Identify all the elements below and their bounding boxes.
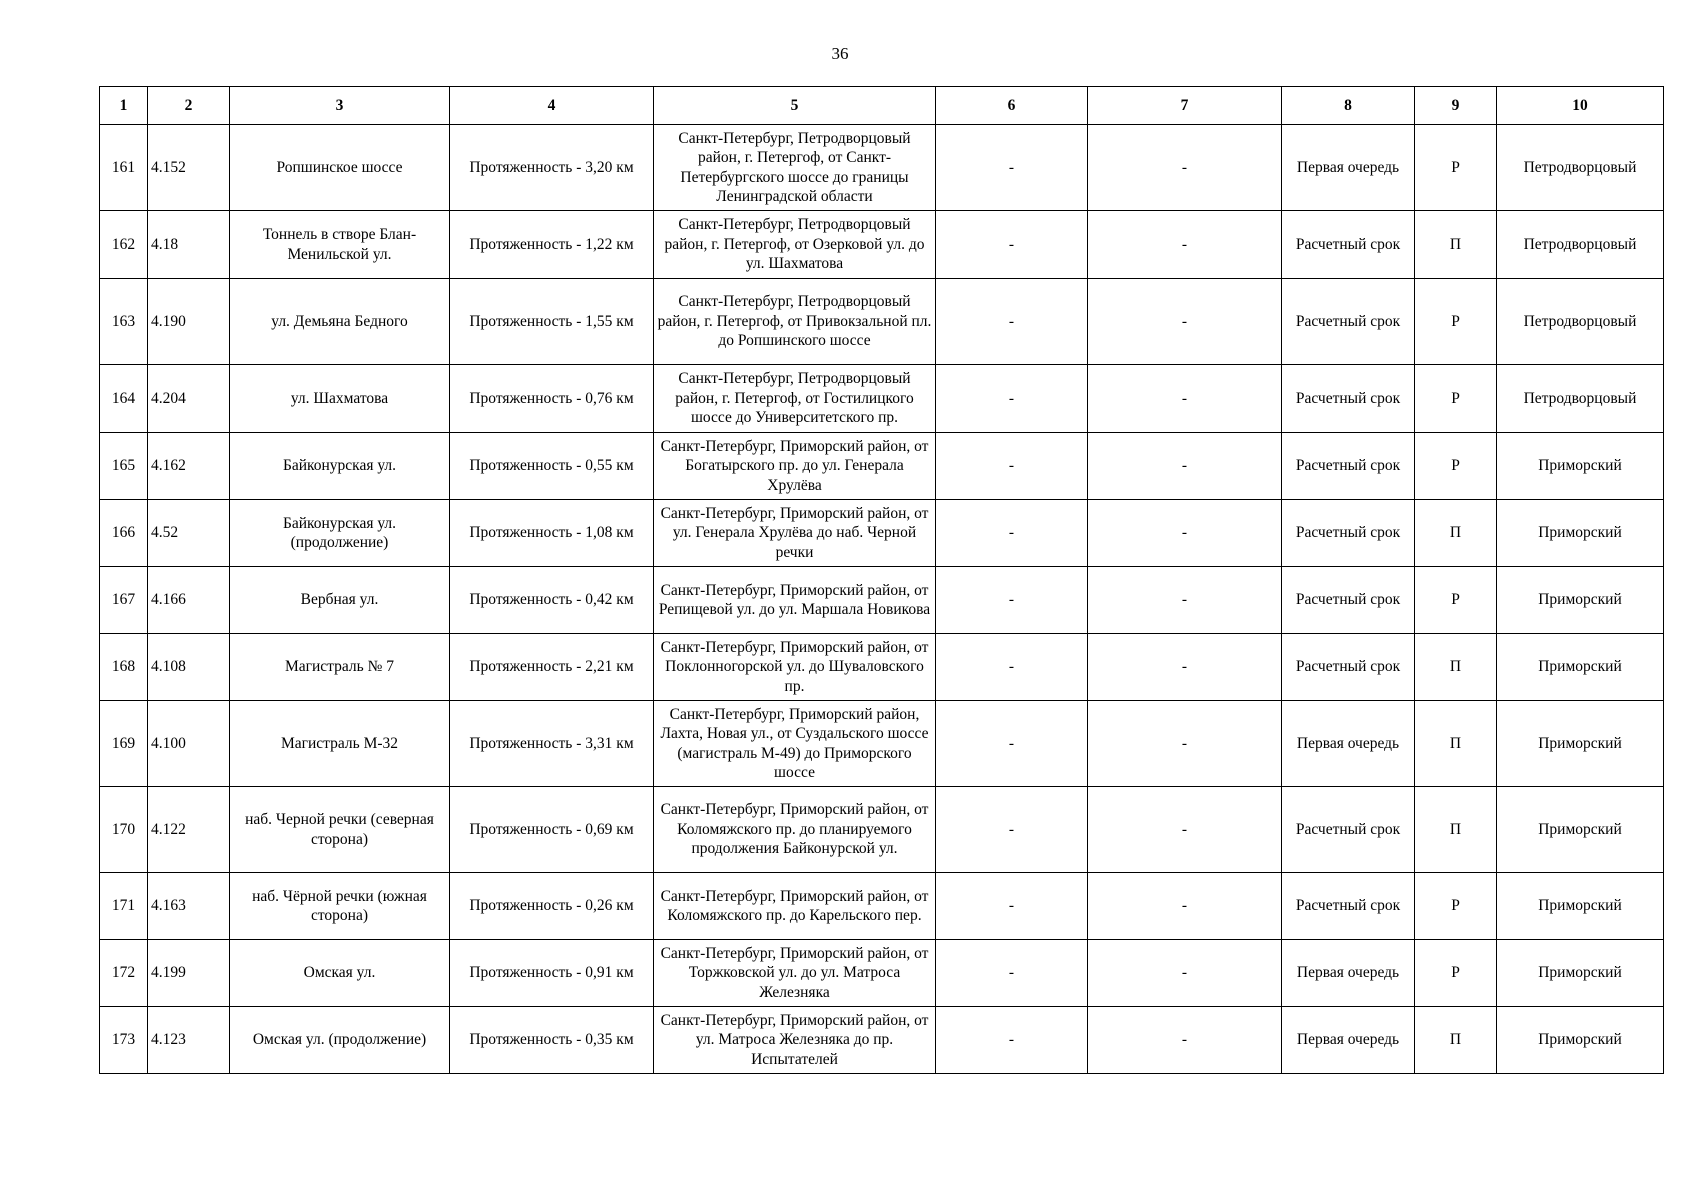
road-location-cell: Санкт-Петербург, Приморский район, от ул. Генерала Хрулёва до наб. Черной речки [654, 500, 936, 567]
row-number-cell: 167 [100, 567, 148, 634]
column-6-cell: - [936, 567, 1088, 634]
road-location-cell: Санкт-Петербург, Приморский район, от Коломяжского пр. до планируемого продолжения Байконурской ул. [654, 787, 936, 873]
type-cell: П [1415, 1007, 1497, 1074]
type-cell: Р [1415, 940, 1497, 1007]
column-6-cell: - [936, 634, 1088, 701]
table-row [100, 279, 1664, 365]
header-cell: 4 [450, 87, 654, 125]
header-cell: 2 [148, 87, 230, 125]
row-number-cell: 166 [100, 500, 148, 567]
table-row [100, 433, 1664, 500]
district-cell: Петродворцовый [1497, 365, 1664, 433]
column-7-cell: - [1088, 873, 1282, 940]
page-number: 36 [831, 44, 849, 63]
road-name-cell: Байконурская ул. [230, 433, 450, 500]
road-location-cell: Санкт-Петербург, Приморский район, от Поклонногорской ул. до Шуваловского пр. [654, 634, 936, 701]
district-cell: Приморский [1497, 433, 1664, 500]
type-cell: П [1415, 211, 1497, 279]
district-cell: Приморский [1497, 787, 1664, 873]
road-code-cell: 4.199 [148, 940, 230, 1007]
row-number-cell: 173 [100, 1007, 148, 1074]
road-name-cell: Магистраль № 7 [230, 634, 450, 701]
stage-cell: Расчетный срок [1282, 787, 1415, 873]
road-location-cell: Санкт-Петербург, Петродворцовый район, г. Петергоф, от Гостилицкого шоссе до Университетского пр. [654, 365, 936, 433]
road-length-cell: Протяженность - 1,22 км [450, 211, 654, 279]
type-cell: Р [1415, 873, 1497, 940]
road-name-cell: Байконурская ул. (продолжение) [230, 500, 450, 567]
table-row [100, 1007, 1664, 1074]
road-name-cell: наб. Черной речки (северная сторона) [230, 787, 450, 873]
road-length-cell: Протяженность - 0,42 км [450, 567, 654, 634]
road-name-cell: Магистраль М-32 [230, 701, 450, 787]
column-7-cell: - [1088, 567, 1282, 634]
header-cell: 10 [1497, 87, 1664, 125]
district-cell: Приморский [1497, 500, 1664, 567]
road-length-cell: Протяженность - 0,76 км [450, 365, 654, 433]
column-7-cell: - [1088, 787, 1282, 873]
header-cell: 9 [1415, 87, 1497, 125]
type-cell: П [1415, 701, 1497, 787]
header-cell: 8 [1282, 87, 1415, 125]
column-7-cell: - [1088, 634, 1282, 701]
table-row [100, 787, 1664, 873]
column-7-cell: - [1088, 211, 1282, 279]
stage-cell: Расчетный срок [1282, 634, 1415, 701]
column-7-cell: - [1088, 433, 1282, 500]
road-location-cell: Санкт-Петербург, Приморский район, от ул. Матроса Железняка до пр. Испытателей [654, 1007, 936, 1074]
road-length-cell: Протяженность - 1,55 км [450, 279, 654, 365]
road-name-cell: Ропшинское шоссе [230, 125, 450, 211]
stage-cell: Расчетный срок [1282, 567, 1415, 634]
column-7-cell: - [1088, 1007, 1282, 1074]
column-7-cell: - [1088, 365, 1282, 433]
stage-cell: Первая очередь [1282, 940, 1415, 1007]
road-code-cell: 4.190 [148, 279, 230, 365]
type-cell: П [1415, 500, 1497, 567]
column-7-cell: - [1088, 125, 1282, 211]
header-cell: 7 [1088, 87, 1282, 125]
road-code-cell: 4.163 [148, 873, 230, 940]
stage-cell: Первая очередь [1282, 125, 1415, 211]
road-code-cell: 4.166 [148, 567, 230, 634]
column-6-cell: - [936, 787, 1088, 873]
row-number-cell: 169 [100, 701, 148, 787]
row-number-cell: 172 [100, 940, 148, 1007]
district-cell: Приморский [1497, 873, 1664, 940]
type-cell: П [1415, 787, 1497, 873]
stage-cell: Первая очередь [1282, 1007, 1415, 1074]
road-code-cell: 4.123 [148, 1007, 230, 1074]
road-length-cell: Протяженность - 2,21 км [450, 634, 654, 701]
column-6-cell: - [936, 279, 1088, 365]
table-row [100, 365, 1664, 433]
table-row [100, 211, 1664, 279]
road-name-cell: Омская ул. [230, 940, 450, 1007]
road-code-cell: 4.204 [148, 365, 230, 433]
data-table [99, 86, 1664, 1074]
column-6-cell: - [936, 701, 1088, 787]
column-6-cell: - [936, 365, 1088, 433]
row-number-cell: 163 [100, 279, 148, 365]
road-length-cell: Протяженность - 0,69 км [450, 787, 654, 873]
column-6-cell: - [936, 125, 1088, 211]
road-length-cell: Протяженность - 3,31 км [450, 701, 654, 787]
column-6-cell: - [936, 500, 1088, 567]
district-cell: Приморский [1497, 567, 1664, 634]
type-cell: Р [1415, 279, 1497, 365]
row-number-cell: 171 [100, 873, 148, 940]
road-code-cell: 4.100 [148, 701, 230, 787]
table-row [100, 873, 1664, 940]
road-location-cell: Санкт-Петербург, Приморский район, от Богатырского пр. до ул. Генерала Хрулёва [654, 433, 936, 500]
column-6-cell: - [936, 873, 1088, 940]
type-cell: П [1415, 634, 1497, 701]
header-cell: 3 [230, 87, 450, 125]
column-7-cell: - [1088, 701, 1282, 787]
road-name-cell: Тоннель в створе Блан-Менильской ул. [230, 211, 450, 279]
column-6-cell: - [936, 940, 1088, 1007]
stage-cell: Расчетный срок [1282, 500, 1415, 567]
road-code-cell: 4.152 [148, 125, 230, 211]
road-location-cell: Санкт-Петербург, Приморский район, от Коломяжского пр. до Карельского пер. [654, 873, 936, 940]
row-number-cell: 170 [100, 787, 148, 873]
district-cell: Приморский [1497, 940, 1664, 1007]
road-name-cell: наб. Чёрной речки (южная сторона) [230, 873, 450, 940]
stage-cell: Расчетный срок [1282, 433, 1415, 500]
road-location-cell: Санкт-Петербург, Петродворцовый район, г. Петергоф, от Санкт-Петербургского шоссе до границы Ленинградской области [654, 125, 936, 211]
road-length-cell: Протяженность - 0,55 км [450, 433, 654, 500]
column-6-cell: - [936, 211, 1088, 279]
district-cell: Приморский [1497, 1007, 1664, 1074]
row-number-cell: 168 [100, 634, 148, 701]
district-cell: Приморский [1497, 701, 1664, 787]
stage-cell: Расчетный срок [1282, 873, 1415, 940]
road-code-cell: 4.18 [148, 211, 230, 279]
road-code-cell: 4.108 [148, 634, 230, 701]
road-location-cell: Санкт-Петербург, Приморский район, от Репищевой ул. до ул. Маршала Новикова [654, 567, 936, 634]
road-length-cell: Протяженность - 1,08 км [450, 500, 654, 567]
road-length-cell: Протяженность - 0,91 км [450, 940, 654, 1007]
header-cell: 6 [936, 87, 1088, 125]
table-body [100, 125, 1664, 1074]
district-cell: Приморский [1497, 634, 1664, 701]
header-cell: 5 [654, 87, 936, 125]
road-name-cell: Вербная ул. [230, 567, 450, 634]
type-cell: Р [1415, 365, 1497, 433]
row-number-cell: 161 [100, 125, 148, 211]
table-row [100, 125, 1664, 211]
header-row [100, 87, 1664, 125]
table-row [100, 567, 1664, 634]
stage-cell: Расчетный срок [1282, 211, 1415, 279]
road-length-cell: Протяженность - 0,26 км [450, 873, 654, 940]
table-row [100, 701, 1664, 787]
stage-cell: Первая очередь [1282, 701, 1415, 787]
road-name-cell: ул. Шахматова [230, 365, 450, 433]
header-cell: 1 [100, 87, 148, 125]
road-location-cell: Санкт-Петербург, Петродворцовый район, г. Петергоф, от Озерковой ул. до ул. Шахматова [654, 211, 936, 279]
table-row [100, 634, 1664, 701]
road-length-cell: Протяженность - 3,20 км [450, 125, 654, 211]
column-7-cell: - [1088, 279, 1282, 365]
stage-cell: Расчетный срок [1282, 279, 1415, 365]
road-length-cell: Протяженность - 0,35 км [450, 1007, 654, 1074]
column-6-cell: - [936, 1007, 1088, 1074]
row-number-cell: 162 [100, 211, 148, 279]
road-code-cell: 4.122 [148, 787, 230, 873]
stage-cell: Расчетный срок [1282, 365, 1415, 433]
road-location-cell: Санкт-Петербург, Приморский район, от Торжковской ул. до ул. Матроса Железняка [654, 940, 936, 1007]
column-6-cell: - [936, 433, 1088, 500]
type-cell: Р [1415, 567, 1497, 634]
road-name-cell: Омская ул. (продолжение) [230, 1007, 450, 1074]
table-row [100, 940, 1664, 1007]
road-code-cell: 4.52 [148, 500, 230, 567]
district-cell: Петродворцовый [1497, 211, 1664, 279]
type-cell: Р [1415, 433, 1497, 500]
column-7-cell: - [1088, 500, 1282, 567]
type-cell: Р [1415, 125, 1497, 211]
column-7-cell: - [1088, 940, 1282, 1007]
road-name-cell: ул. Демьяна Бедного [230, 279, 450, 365]
district-cell: Петродворцовый [1497, 125, 1664, 211]
district-cell: Петродворцовый [1497, 279, 1664, 365]
road-location-cell: Санкт-Петербург, Петродворцовый район, г. Петергоф, от Привокзальной пл. до Ропшинского шоссе [654, 279, 936, 365]
row-number-cell: 165 [100, 433, 148, 500]
row-number-cell: 164 [100, 365, 148, 433]
table-row [100, 500, 1664, 567]
road-location-cell: Санкт-Петербург, Приморский район, Лахта, Новая ул., от Суздальского шоссе (магистраль М-49) до Приморского шоссе [654, 701, 936, 787]
road-code-cell: 4.162 [148, 433, 230, 500]
